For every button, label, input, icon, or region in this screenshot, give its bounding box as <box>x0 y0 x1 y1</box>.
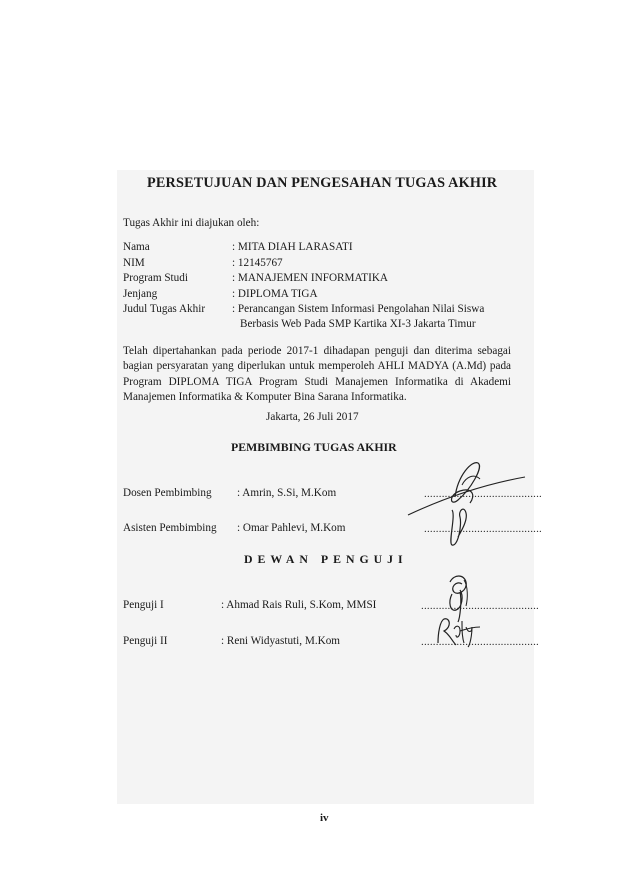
signature-line: ........................................ <box>421 600 539 612</box>
examiner-value-1: : Ahmad Rais Ruli, S.Kom, MMSI <box>221 599 377 611</box>
examiner-heading: DEWAN PENGUJI <box>244 552 408 566</box>
document-title: PERSETUJUAN DAN PENGESAHAN TUGAS AKHIR <box>147 175 498 191</box>
place-date: Jakarta, 26 Juli 2017 <box>266 411 359 423</box>
field-value-program-studi: : MANAJEMEN INFORMATIKA <box>232 272 389 284</box>
supervisor-heading: PEMBIMBING TUGAS AKHIR <box>231 440 397 454</box>
supervisor-label-asisten: Asisten Pembimbing <box>123 522 217 534</box>
examiner-label-2: Penguji II <box>123 635 168 647</box>
field-value-nama: : MITA DIAH LARASATI <box>232 241 353 253</box>
supervisor-label-dosen: Dosen Pembimbing <box>123 487 212 499</box>
supervisor-value-asisten: : Omar Pahlevi, M.Kom <box>237 522 346 534</box>
examiner-label-1: Penguji I <box>123 599 164 611</box>
signature-line: ........................................ <box>421 636 539 648</box>
field-label-program-studi: Program Studi <box>123 272 188 284</box>
page-number: iv <box>320 812 329 824</box>
approval-paragraph: Telah dipertahankan pada periode 2017-1 dihadapan penguji dan diterima sebagai bagian persyaratan yang diperlukan untuk memperoleh AHLI MADYA (A.Md) pada Program DIPLOMA TIGA Program Studi Manajemen Informatika di Akademi Manajemen Informatika & Komputer Bina Sarana Informatika. <box>123 345 511 403</box>
signature-line: ........................................ <box>424 488 542 500</box>
field-value-judul-cont: Berbasis Web Pada SMP Kartika XI-3 Jakarta Timur <box>240 318 476 330</box>
signature-line: ........................................ <box>424 523 542 535</box>
field-value-nim: : 12145767 <box>232 257 283 269</box>
field-label-nama: Nama <box>123 241 150 253</box>
field-label-nim: NIM <box>123 257 145 269</box>
supervisor-value-dosen: : Amrin, S.Si, M.Kom <box>237 487 337 499</box>
field-label-judul: Judul Tugas Akhir <box>123 303 206 315</box>
signature-dosen-pembimbing <box>400 455 530 550</box>
intro-text: Tugas Akhir ini diajukan oleh: <box>123 217 260 229</box>
signature-penguji-2 <box>432 615 482 649</box>
field-value-judul: : Perancangan Sistem Informasi Pengolahan Nilai Siswa <box>232 303 485 315</box>
field-label-jenjang: Jenjang <box>123 288 158 300</box>
examiner-value-2: : Reni Widyastuti, M.Kom <box>221 635 340 647</box>
field-value-jenjang: : DIPLOMA TIGA <box>232 288 318 300</box>
